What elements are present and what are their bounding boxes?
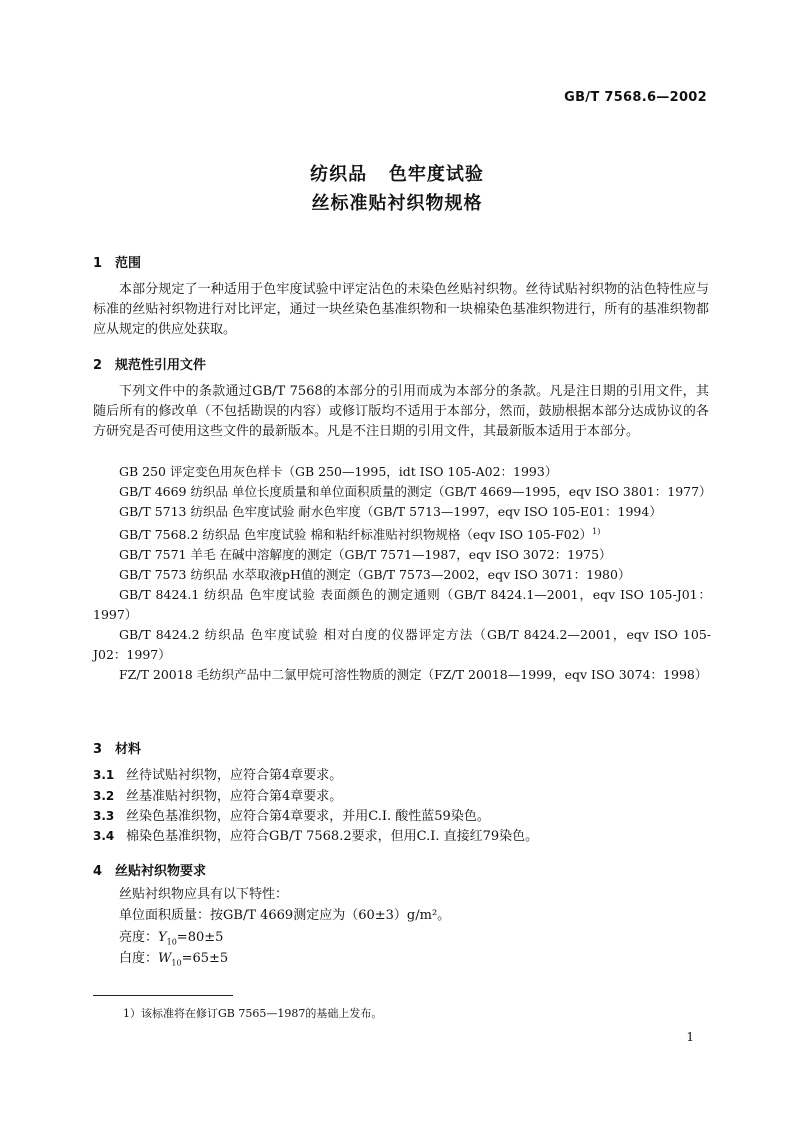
reference-item: GB/T 7573 纺织品 水萃取液pH值的测定（GB/T 7573—2002，eqv ISO 3071：1980） bbox=[119, 567, 631, 583]
section-title: 丝贴衬织物要求 bbox=[115, 864, 207, 879]
section-heading-materials bbox=[93, 738, 141, 757]
requirements-intro: 丝贴衬织物应具有以下特性： bbox=[119, 887, 289, 902]
reference-item: FZ/T 20018 毛纺织产品中二氯甲烷可溶性物质的测定（FZ/T 20018—1999，eqv ISO 3074：1998） bbox=[119, 667, 708, 683]
section-title: 范围 bbox=[115, 256, 142, 271]
footnote: 1）该标准将在修订GB 7565—1987的基础上发布。 bbox=[123, 1007, 383, 1020]
requirement-whiteness: 白度：$W_{10}=65\pm 5$ bbox=[119, 951, 229, 968]
material-item: 3.2 丝基准贴衬织物，应符合第4章要求。 bbox=[93, 789, 343, 804]
reference-item: GB/T 7571 羊毛 在碱中溶解度的测定（GB/T 7571—1987，eqv ISO 3072：1975） bbox=[119, 547, 612, 563]
requirement-mass: 单位面积质量：按GB/T 4669测定应为（60±3）g/m²。 bbox=[119, 908, 451, 923]
requirement-brightness: 亮度：$Y_{10}=80\pm 5$ bbox=[119, 930, 224, 947]
section-heading-references bbox=[93, 354, 206, 373]
section-heading-scope bbox=[93, 252, 141, 271]
footnote-marker: 1) bbox=[592, 527, 601, 536]
section-heading-requirements bbox=[93, 860, 206, 879]
section-number: 2 bbox=[93, 358, 103, 373]
material-item: 3.1 丝待试贴衬织物，应符合第4章要求。 bbox=[93, 768, 343, 783]
section-title: 规范性引用文件 bbox=[115, 358, 207, 373]
reference-item: GB/T 4669 纺织品 单位长度质量和单位面积质量的测定（GB/T 4669—1995，eqv ISO 3801：1977） bbox=[119, 484, 712, 499]
document-title-line2: 丝标准贴衬织物规格 bbox=[311, 193, 483, 214]
section-number: 3 bbox=[93, 742, 103, 757]
reference-item: GB/T 5713 纺织品 色牢度试验 耐水色牢度（GB/T 5713—1997，eqv ISO 105-E01：1994） bbox=[119, 504, 662, 519]
document-title-line1: 纺织品 色牢度试验 bbox=[310, 164, 484, 185]
material-item: 3.3 丝染色基准织物，应符合第4章要求，并用C.I. 酸性蓝59染色。 bbox=[93, 809, 490, 824]
material-item: 3.4 棉染色基准织物，应符合GB/T 7568.2要求，但用C.I. 直接红79染色。 bbox=[93, 829, 539, 844]
reference-item: GB 250 评定变色用灰色样卡（GB 250—1995，idt ISO 105-A02：1993） bbox=[119, 464, 558, 479]
section-number: 4 bbox=[93, 864, 103, 879]
section-number: 1 bbox=[93, 256, 103, 271]
section-title: 材料 bbox=[115, 742, 142, 757]
reference-item: GB/T 8424.2 纺织品 色牢度试验 相对白度的仪器评定方法（GB/T 8424.2—2001，eqv ISO 105-J02：1997） bbox=[93, 627, 711, 663]
standard-code: GB/T 7568.6—2002 bbox=[564, 90, 707, 105]
page-number: 1 bbox=[686, 1030, 694, 1044]
footnote-divider bbox=[93, 995, 233, 996]
reference-item: GB/T 8424.1 纺织品 色牢度试验 表面颜色的测定通则（GB/T 8424.1—2001，eqv ISO 105-J01：1997） bbox=[93, 587, 711, 623]
scope-paragraph: 本部分规定了一种适用于色牢度试验中评定沾色的未染色丝贴衬织物。丝待试贴衬织物的沾色特性应与标准的丝贴衬织物进行对比评定，通过一块丝染色基准织物和一块棉染色基准织物进行，所有的基准织物都应从规定的供应处获取。 bbox=[93, 282, 709, 337]
references-paragraph: 下列文件中的条款通过GB/T 7568的本部分的引用而成为本部分的条款。凡是注日期的引用文件，其随后所有的修改单（不包括勘误的内容）或修订版均不适用于本部分，然而，鼓励根据本部分达成协议的各方研究是否可使用这些文件的最新版本。凡是不注日期的引用文件，其最新版本适用于本部分。 bbox=[93, 384, 709, 439]
reference-item: GB/T 7568.2 纺织品 色牢度试验 棉和粘纤标准贴衬织物规格（eqv ISO 105-F02）$^{1)}$ bbox=[119, 527, 601, 543]
reference-list bbox=[93, 462, 711, 685]
